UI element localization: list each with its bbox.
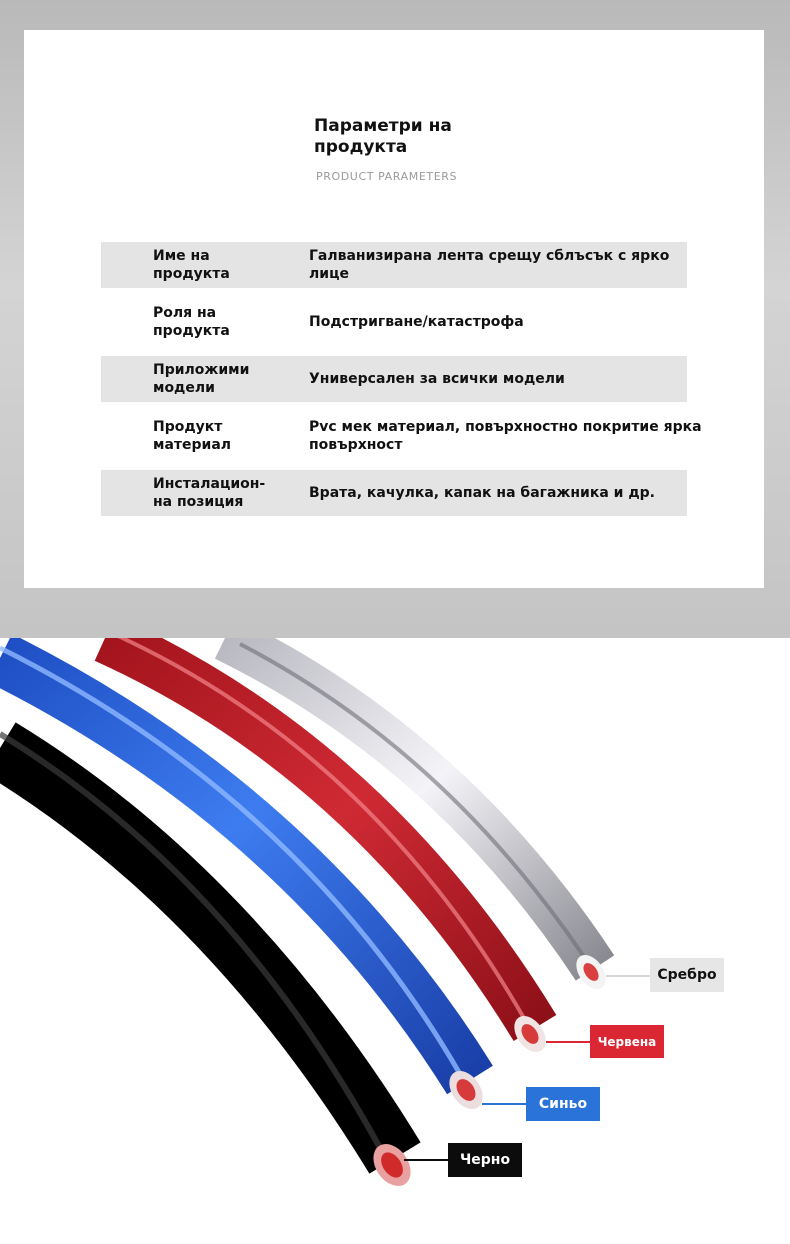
color-label-blue: Синьо [526,1087,600,1121]
param-value: Универсален за всички модели [309,371,565,387]
trim-strips-illustration [0,638,790,1244]
page-subtitle: PRODUCT PARAMETERS [316,170,458,183]
red-tag-line [546,1041,590,1043]
silver-tag-line [606,975,650,977]
param-row-models [101,356,687,402]
parameters-card [24,30,764,588]
param-label: Инсталацион-на позиция [153,476,266,510]
color-label-red: Червена [590,1025,664,1058]
silver-strip [225,638,595,968]
param-label: Роля на продукта [153,305,230,339]
param-label: Продукт материал [153,419,232,453]
param-row-role [101,299,687,345]
parameters-table [101,242,702,516]
param-value: Врата, качулка, капак на багажника и др. [309,485,655,501]
param-row-material [101,413,702,459]
color-label-black: Черно [448,1143,522,1177]
product-photo [0,638,790,1244]
param-value: Галванизирана лента срещу сблъсък с ярко лице [309,248,670,282]
param-row-name [101,242,687,288]
black-tag-line [404,1159,448,1161]
param-label: Приложими модели [153,362,250,396]
param-label: Име на продукта [153,248,230,282]
param-value: Pvc мек материал, повърхностно покритие ярка повърхност [309,419,702,453]
color-label-silver: Сребро [650,958,724,992]
blue-tag-line [482,1103,526,1105]
param-value: Подстригване/катастрофа [309,314,524,330]
page-title: Параметри на продукта [314,116,452,157]
param-row-position [101,470,687,516]
